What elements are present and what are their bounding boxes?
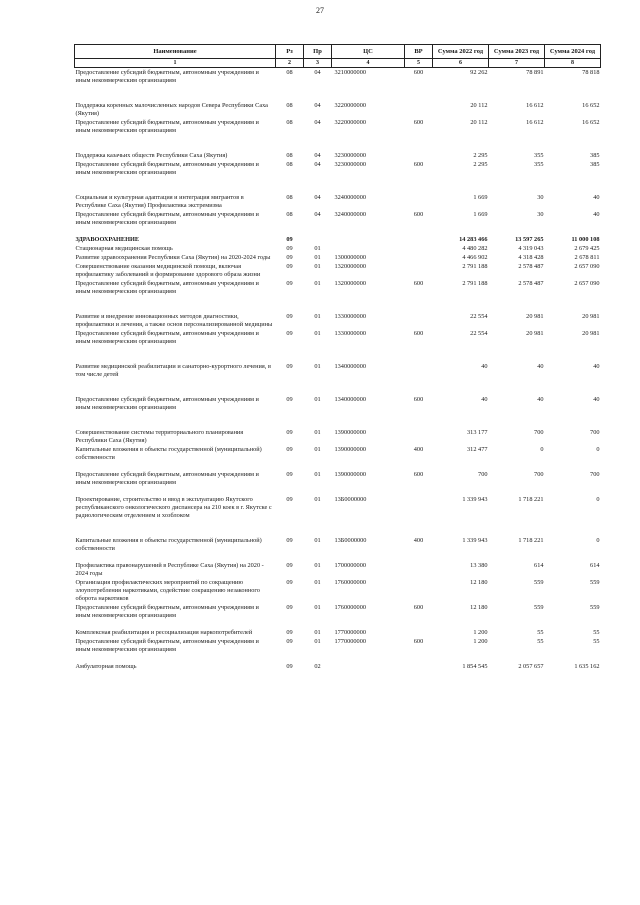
row-name: Социальная и культурная адаптация и интеграция мигрантов в Республике Саха (Якутия) Профилактика экстремизма (75, 194, 244, 209)
table-row (75, 279, 601, 312)
row-sum-2023: 30 (537, 211, 544, 218)
row-sum-2023: 2 057 657 (518, 663, 544, 670)
row-rz: 09 (286, 429, 293, 436)
col-number: 6 (433, 59, 489, 68)
row-sum-2024: 2 678 811 (574, 254, 600, 261)
row-name: Капитальные вложения в объекты государственной (муниципальной) собственности (75, 537, 262, 552)
row-sum-2024: 55 (593, 638, 600, 645)
row-vr: 600 (413, 280, 424, 287)
table-row (75, 561, 601, 578)
row-sum-2022: 40 (481, 363, 488, 370)
row-name: Предоставление субсидий бюджетным, автономным учреждениям и иным некоммерческим организациям (75, 211, 259, 226)
row-pr: 01 (314, 254, 321, 261)
row-name: Профилактика правонарушений в Республике Саха (Якутия) на 2020 - 2024 годы (75, 562, 264, 577)
row-name: Предоставление субсидий бюджетным, автономным учреждениям и иным некоммерческим организациям (75, 161, 259, 176)
row-pr: 01 (314, 604, 321, 611)
row-sum-2022: 700 (478, 471, 488, 478)
row-pr: 01 (314, 496, 321, 503)
row-name: Предоставление субсидий бюджетным, автономным учреждениям и иным некоммерческим организациям (75, 471, 259, 486)
row-vr (405, 495, 433, 536)
row-sum-2023: 13 597 265 (515, 236, 544, 243)
table-row (75, 362, 601, 395)
header-sum-2023: Сумма 2023 год (489, 45, 545, 59)
row-pr: 01 (314, 396, 321, 403)
row-rz: 09 (286, 496, 293, 503)
table-row (75, 603, 601, 628)
col-number: 1 (75, 59, 276, 68)
row-cs: 3220000000 (334, 102, 366, 109)
row-sum-2024: 11 000 108 (571, 236, 600, 243)
row-vr: 600 (413, 396, 424, 403)
row-sum-2022: 1 339 943 (462, 496, 488, 503)
row-sum-2023: 355 (534, 161, 544, 168)
row-cs: 1700000000 (334, 562, 366, 569)
row-cs: 1320000000 (334, 263, 366, 270)
row-sum-2023: 559 (534, 604, 544, 611)
row-sum-2022: 1 200 (473, 638, 488, 645)
row-rz: 09 (286, 537, 293, 544)
table-row (75, 235, 601, 244)
row-sum-2024: 385 (590, 152, 600, 159)
row-sum-2023: 2 578 487 (518, 280, 544, 287)
table-row (75, 495, 601, 536)
header-pr: Пр (304, 45, 332, 59)
col-number: 5 (405, 59, 433, 68)
row-sum-2022: 2 791 188 (462, 263, 488, 270)
row-name: Организация профилактических мероприятий по сокращению злоупотребления наркотиками, содействие сокращению незаконного оборота наркотиков (75, 579, 260, 602)
row-sum-2022: 1 200 (473, 629, 488, 636)
row-rz: 09 (286, 330, 293, 337)
row-vr (405, 662, 433, 671)
row-sum-2023: 55 (537, 638, 544, 645)
row-sum-2024: 0 (596, 496, 600, 503)
row-sum-2023: 55 (537, 629, 544, 636)
table-row (75, 662, 601, 671)
table-row (75, 151, 601, 160)
row-name: Совершенствование системы территориального планирования Республики Саха (Якутия) (75, 429, 244, 444)
header-sum-2022: Сумма 2022 год (433, 45, 489, 59)
row-sum-2022: 14 283 466 (459, 236, 488, 243)
row-sum-2024: 16 652 (582, 119, 600, 126)
row-sum-2024: 20 981 (582, 313, 600, 320)
row-cs: 3210000000 (334, 69, 366, 76)
row-sum-2022: 313 177 (467, 429, 488, 436)
row-sum-2022: 4 466 902 (462, 254, 488, 261)
row-vr (405, 193, 433, 210)
row-rz: 09 (286, 471, 293, 478)
row-pr: 04 (314, 161, 321, 168)
row-rz: 08 (286, 194, 293, 201)
table-row (75, 244, 601, 253)
row-vr (405, 101, 433, 118)
row-sum-2022: 13 380 (470, 562, 488, 569)
table-row (75, 118, 601, 151)
row-cs: 3240000000 (334, 194, 366, 201)
row-cs: 1320000000 (334, 280, 366, 287)
row-pr: 04 (314, 211, 321, 218)
row-vr: 400 (413, 537, 424, 544)
row-vr: 600 (413, 604, 424, 611)
row-cs: 1390000000 (334, 429, 366, 436)
col-number: 2 (276, 59, 304, 68)
table-row (75, 101, 601, 118)
row-name: Предоставление субсидий бюджетным, автономным учреждениям и иным некоммерческим организациям (75, 69, 259, 84)
row-vr (405, 362, 433, 395)
row-sum-2022: 40 (481, 396, 488, 403)
row-pr: 01 (314, 629, 321, 636)
row-cs: 3220000000 (334, 119, 366, 126)
row-vr: 600 (413, 471, 424, 478)
row-rz: 09 (286, 363, 293, 370)
row-name: Развитие и внедрение инновационных методов диагностики, профилактики и лечения, а также основ персонализированной медицины (75, 313, 273, 328)
table-row (75, 312, 601, 329)
row-sum-2024: 700 (590, 471, 600, 478)
row-cs: 1770000000 (334, 629, 366, 636)
table-row (75, 253, 601, 262)
row-rz: 08 (286, 152, 293, 159)
row-pr: 04 (314, 69, 321, 76)
row-cs: 1390000000 (334, 471, 366, 478)
row-cs: 1340000000 (334, 396, 366, 403)
row-vr (405, 151, 433, 160)
row-sum-2023: 20 981 (526, 330, 544, 337)
row-vr (405, 235, 433, 244)
row-sum-2023: 0 (540, 446, 544, 453)
row-pr: 01 (314, 562, 321, 569)
row-sum-2024: 385 (590, 161, 600, 168)
row-rz: 09 (286, 604, 293, 611)
row-name: Стационарная медицинская помощь (75, 245, 173, 252)
table-row (75, 628, 601, 637)
row-pr: 01 (314, 638, 321, 645)
row-rz: 09 (286, 313, 293, 320)
row-name: Комплексная реабилитация и ресоциализация наркопотребителей (75, 629, 253, 636)
row-name: Предоставление субсидий бюджетным, автономным учреждениям и иным некоммерческим организациям (75, 280, 259, 295)
row-vr (405, 578, 433, 603)
row-sum-2023: 16 612 (526, 119, 544, 126)
row-cs: 1300000000 (334, 254, 366, 261)
row-rz: 08 (286, 119, 293, 126)
page-number: 27 (316, 6, 324, 15)
row-pr: 04 (314, 152, 321, 159)
row-rz: 09 (286, 263, 293, 270)
row-pr: 01 (314, 446, 321, 453)
row-vr (405, 312, 433, 329)
row-sum-2023: 2 578 487 (518, 263, 544, 270)
row-sum-2022: 12 180 (470, 604, 488, 611)
row-name: Предоставление субсидий бюджетным, автономным учреждениям и иным некоммерческим организациям (75, 396, 259, 411)
row-rz: 08 (286, 69, 293, 76)
row-sum-2022: 1 854 545 (462, 663, 488, 670)
budget-table (74, 44, 601, 671)
row-pr: 01 (314, 537, 321, 544)
row-rz: 09 (286, 562, 293, 569)
row-name: Амбулаторная помощь (75, 663, 137, 670)
row-sum-2023: 355 (534, 152, 544, 159)
row-rz: 09 (286, 579, 293, 586)
row-rz: 08 (286, 211, 293, 218)
row-sum-2022: 92 262 (470, 69, 488, 76)
row-cs: 3240000000 (334, 211, 366, 218)
row-sum-2023: 30 (537, 194, 544, 201)
row-pr: 04 (314, 119, 321, 126)
row-rz: 09 (286, 245, 293, 252)
row-cs: 1330000000 (334, 330, 366, 337)
row-sum-2022: 12 180 (470, 579, 488, 586)
table-row (75, 193, 601, 210)
row-vr: 600 (413, 69, 424, 76)
row-name: ЗДРАВООХРАНЕНИЕ (75, 236, 140, 243)
header-rz: Рз (276, 45, 304, 59)
row-rz: 09 (286, 396, 293, 403)
row-sum-2024: 700 (590, 429, 600, 436)
row-vr: 600 (413, 330, 424, 337)
row-sum-2024: 40 (593, 363, 600, 370)
row-cs: 3230000000 (334, 152, 366, 159)
row-pr: 01 (314, 471, 321, 478)
row-sum-2022: 2 295 (473, 161, 488, 168)
row-name: Капитальные вложения в объекты государственной (муниципальной) собственности (75, 446, 262, 461)
row-sum-2023: 700 (534, 429, 544, 436)
row-pr: 01 (314, 429, 321, 436)
row-pr: 01 (314, 330, 321, 337)
row-cs: 1390000000 (334, 446, 366, 453)
row-sum-2022: 20 112 (470, 119, 488, 126)
row-sum-2024: 20 981 (582, 330, 600, 337)
row-sum-2022: 22 554 (470, 330, 488, 337)
row-sum-2024: 2 679 425 (574, 245, 600, 252)
row-pr (304, 235, 332, 244)
row-name: Поддержка коренных малочисленных народов Севера Республики Саха (Якутия) (75, 102, 268, 117)
row-pr: 01 (314, 363, 321, 370)
row-vr (405, 428, 433, 445)
row-cs: 1770000000 (334, 638, 366, 645)
row-sum-2024: 0 (596, 446, 600, 453)
row-sum-2024: 40 (593, 194, 600, 201)
row-sum-2022: 22 554 (470, 313, 488, 320)
row-cs: 1330000000 (334, 313, 366, 320)
row-sum-2024: 78 818 (582, 69, 600, 76)
row-sum-2024: 2 657 090 (574, 263, 600, 270)
row-sum-2024: 16 652 (582, 102, 600, 109)
row-rz: 09 (286, 629, 293, 636)
row-sum-2024: 614 (590, 562, 600, 569)
row-sum-2022: 2 295 (473, 152, 488, 159)
row-sum-2022: 312 477 (467, 446, 488, 453)
table-row (75, 470, 601, 495)
row-name: Развитие здравоохранения Республики Саха (Якутия) на 2020-2024 годы (75, 254, 271, 261)
col-number: 3 (304, 59, 332, 68)
row-sum-2022: 4 480 282 (462, 245, 488, 252)
row-vr (405, 628, 433, 637)
row-sum-2023: 40 (537, 363, 544, 370)
row-sum-2023: 40 (537, 396, 544, 403)
column-number-row (75, 59, 601, 68)
row-sum-2024: 55 (593, 629, 600, 636)
table-row (75, 262, 601, 279)
row-rz: 09 (286, 663, 293, 670)
row-rz: 09 (286, 254, 293, 261)
table-row (75, 68, 601, 102)
row-cs: 13Б0000000 (334, 537, 367, 544)
table-row (75, 329, 601, 362)
row-vr (405, 253, 433, 262)
row-sum-2024: 40 (593, 396, 600, 403)
table-row (75, 210, 601, 235)
header-vr: ВР (405, 45, 433, 59)
table-row (75, 578, 601, 603)
table-row (75, 637, 601, 662)
row-name: Совершенствование оказания медицинской помощи, включая профилактику заболеваний и формирование здорового образа жизни (75, 263, 261, 278)
row-sum-2024: 559 (590, 604, 600, 611)
row-cs (332, 662, 405, 671)
row-rz: 09 (286, 280, 293, 287)
row-cs: 1340000000 (334, 363, 366, 370)
row-vr (405, 244, 433, 253)
row-pr: 01 (314, 280, 321, 287)
col-number: 4 (332, 59, 405, 68)
table-row (75, 395, 601, 428)
row-sum-2023: 700 (534, 471, 544, 478)
row-sum-2023: 16 612 (526, 102, 544, 109)
row-sum-2022: 1 669 (473, 194, 488, 201)
row-sum-2023: 614 (534, 562, 544, 569)
row-sum-2023: 559 (534, 579, 544, 586)
row-vr: 600 (413, 119, 424, 126)
table-row (75, 160, 601, 193)
row-cs: 3230000000 (334, 161, 366, 168)
col-number: 8 (545, 59, 601, 68)
row-sum-2023: 78 891 (526, 69, 544, 76)
row-name: Предоставление субсидий бюджетным, автономным учреждениям и иным некоммерческим организациям (75, 638, 259, 653)
row-sum-2022: 1 669 (473, 211, 488, 218)
row-rz: 09 (286, 638, 293, 645)
row-rz: 09 (286, 236, 293, 243)
row-sum-2024: 2 657 090 (574, 280, 600, 287)
row-cs (332, 235, 405, 244)
row-pr: 01 (314, 313, 321, 320)
row-sum-2023: 4 318 428 (518, 254, 544, 261)
row-name: Развитие медицинской реабилитации и санаторно-курортного лечения, в том числе детей (75, 363, 271, 378)
row-vr: 600 (413, 161, 424, 168)
table-row (75, 428, 601, 445)
row-cs: 13Б0000000 (334, 496, 367, 503)
row-rz: 08 (286, 102, 293, 109)
row-vr (405, 561, 433, 578)
col-number: 7 (489, 59, 545, 68)
row-name: Поддержка казачьих обществ Республики Саха (Якутия) (75, 152, 228, 159)
row-pr: 01 (314, 263, 321, 270)
row-sum-2023: 20 981 (526, 313, 544, 320)
table-body (75, 68, 601, 672)
table-row (75, 536, 601, 561)
header-sum-2024: Сумма 2024 год (545, 45, 601, 59)
row-name: Предоставление субсидий бюджетным, автономным учреждениям и иным некоммерческим организациям (75, 330, 259, 345)
row-cs: 1760000000 (334, 579, 366, 586)
row-sum-2022: 1 339 943 (462, 537, 488, 544)
row-vr (405, 262, 433, 279)
row-sum-2023: 1 718 221 (518, 537, 544, 544)
row-sum-2024: 559 (590, 579, 600, 586)
row-name: Проектирование, строительство и ввод в эксплуатацию Якутского республиканского онкологического диспансера на 210 коек в г. Якутске с радиологическим отделением и хозблоком (75, 496, 272, 519)
header-cs: ЦС (332, 45, 405, 59)
header-row (75, 45, 601, 59)
row-cs (332, 244, 405, 253)
row-sum-2024: 40 (593, 211, 600, 218)
row-pr: 01 (314, 245, 321, 252)
row-vr: 600 (413, 638, 424, 645)
row-rz: 08 (286, 161, 293, 168)
row-rz: 09 (286, 446, 293, 453)
row-sum-2023: 4 319 043 (518, 245, 544, 252)
row-cs: 1760000000 (334, 604, 366, 611)
header-name: Наименование (75, 45, 276, 59)
row-vr: 600 (413, 211, 424, 218)
row-pr: 02 (314, 663, 321, 670)
row-sum-2022: 20 112 (470, 102, 488, 109)
row-pr: 01 (314, 579, 321, 586)
row-pr: 04 (314, 194, 321, 201)
row-name: Предоставление субсидий бюджетным, автономным учреждениям и иным некоммерческим организациям (75, 119, 259, 134)
row-sum-2022: 2 791 188 (462, 280, 488, 287)
row-vr: 400 (413, 446, 424, 453)
row-pr: 04 (314, 102, 321, 109)
row-name: Предоставление субсидий бюджетным, автономным учреждениям и иным некоммерческим организациям (75, 604, 259, 619)
row-sum-2024: 0 (596, 537, 600, 544)
table-row (75, 445, 601, 470)
row-sum-2023: 1 718 221 (518, 496, 544, 503)
row-sum-2024: 1 635 162 (574, 663, 600, 670)
